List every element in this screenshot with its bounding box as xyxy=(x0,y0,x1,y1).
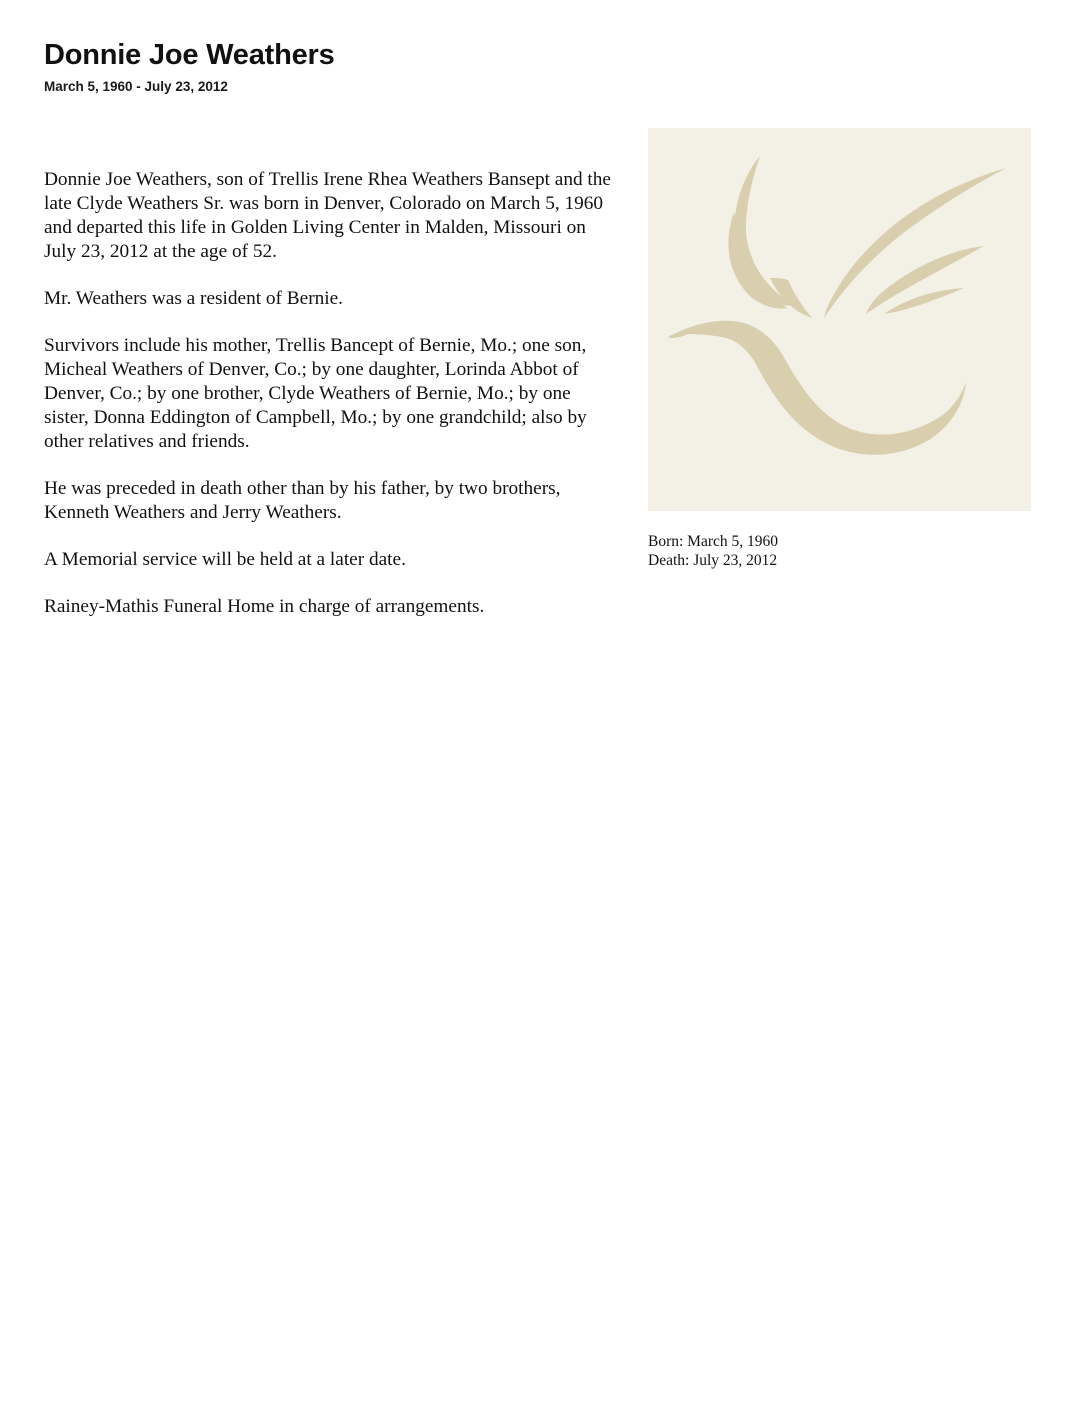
dove-image xyxy=(648,128,1031,511)
page-title: Donnie Joe Weathers xyxy=(44,39,335,71)
obituary-text xyxy=(44,168,614,642)
life-dates-caption xyxy=(648,532,778,570)
obituary-paragraph: Survivors include his mother, Trellis Bancept of Bernie, Mo.; one son, Micheal Weathers of Denver, Co.; by one daughter, Lorinda Abbot of Denver, Co.; by one brother, Clyde Weathers of Bernie, Mo.; by one sister, Donna Eddington of Campbell, Mo.; by one grandchild; also by other relatives and friends. xyxy=(44,335,587,452)
dove-icon xyxy=(648,128,1031,511)
obituary-paragraph: He was preceded in death other than by his father, by two brothers, Kenneth Weathers and Jerry Weathers. xyxy=(44,478,561,523)
life-dates-subtitle: March 5, 1960 - July 23, 2012 xyxy=(44,79,228,94)
obituary-paragraph: Mr. Weathers was a resident of Bernie. xyxy=(44,288,343,309)
obituary-paragraph: Donnie Joe Weathers, son of Trellis Irene Rhea Weathers Bansept and the late Clyde Weathers Sr. was born in Denver, Colorado on March 5, 1960 and departed this life in Golden Living Center in Malden, Missouri on July 23, 2012 at the age of 52. xyxy=(44,169,611,262)
death-date: Death: July 23, 2012 xyxy=(648,552,778,569)
born-date: Born: March 5, 1960 xyxy=(648,533,779,550)
obituary-paragraph: Rainey-Mathis Funeral Home in charge of arrangements. xyxy=(44,596,485,617)
obituary-paragraph: A Memorial service will be held at a later date. xyxy=(44,549,406,570)
